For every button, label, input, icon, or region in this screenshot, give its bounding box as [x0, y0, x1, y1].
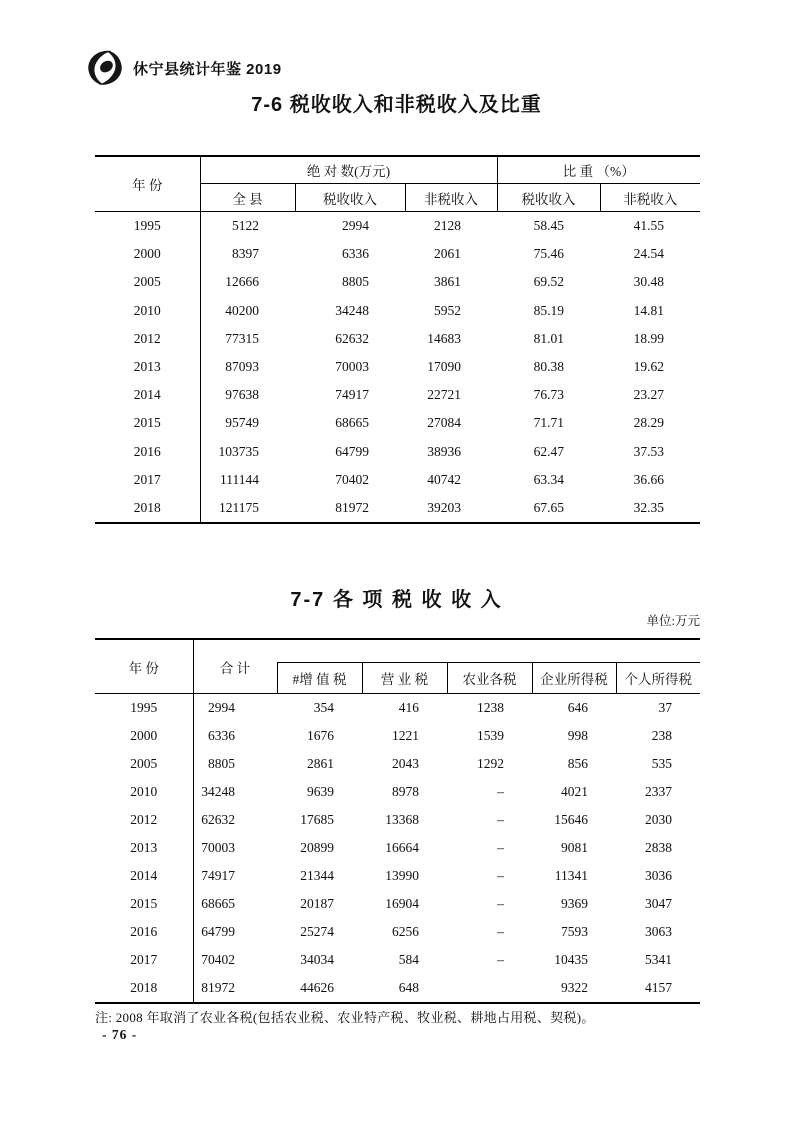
- value-cell: 2043: [392, 756, 419, 771]
- value-cell: 64799: [335, 443, 369, 459]
- value-cell: 7593: [561, 924, 588, 939]
- year-cell: 2017: [95, 466, 200, 494]
- yearbook-title: 休宁县统计年鉴 2019: [133, 60, 282, 78]
- value-cell: 2994: [342, 218, 369, 234]
- value-cell: 111144: [220, 471, 259, 487]
- value-cell: 75.46: [533, 246, 565, 262]
- table-row: [95, 494, 700, 523]
- value-cell: 69.52: [533, 274, 565, 290]
- value-cell: 15646: [554, 812, 588, 827]
- table-row: [95, 750, 700, 778]
- year-cell: 2013: [95, 353, 200, 381]
- value-cell: 62.47: [533, 443, 565, 459]
- value-cell: –: [497, 896, 504, 911]
- value-cell: 77315: [225, 330, 259, 346]
- year-cell: 2014: [95, 381, 200, 409]
- header-gap-cell: [277, 639, 700, 663]
- table-row: [95, 722, 700, 750]
- value-cell: 20899: [300, 840, 334, 855]
- value-cell: 1292: [477, 756, 504, 771]
- value-cell: 16904: [385, 896, 419, 911]
- value-cell: 36.66: [633, 471, 665, 487]
- value-cell: 85.19: [533, 302, 565, 318]
- value-cell: 121175: [219, 499, 259, 515]
- value-cell: 535: [651, 756, 672, 771]
- value-cell: 9639: [307, 784, 334, 799]
- value-cell: –: [497, 840, 504, 855]
- value-cell: 856: [567, 756, 588, 771]
- table2-body: [95, 694, 700, 1004]
- value-cell: 5122: [232, 218, 259, 234]
- value-cell: 19.62: [633, 359, 665, 375]
- value-cell: 14683: [427, 330, 462, 346]
- table-row: [95, 268, 700, 296]
- value-cell: 2838: [645, 840, 672, 855]
- table-row: [95, 466, 700, 494]
- year-cell: 2018: [95, 494, 200, 523]
- page-number: - 76 -: [102, 1027, 138, 1042]
- value-cell: 3036: [645, 868, 672, 883]
- corporate-income-tax-header: 企业所得税: [532, 663, 616, 694]
- nontax-revenue-header: 非税收入: [405, 184, 497, 212]
- footnote: 注: 2008 年取消了农业各税(包括农业税、农业特产税、牧业税、耕地占用税、契税)。: [95, 1010, 595, 1025]
- value-cell: 40742: [427, 471, 462, 487]
- year-cell: 2017: [95, 946, 193, 974]
- value-cell: 37: [658, 700, 672, 715]
- year-cell: 2012: [95, 806, 193, 834]
- value-cell: 64799: [201, 924, 235, 939]
- value-cell: 40200: [225, 302, 259, 318]
- total-column-header: 合 计: [193, 639, 277, 694]
- value-cell: 14.81: [633, 302, 665, 318]
- value-cell: –: [497, 924, 504, 939]
- yearbook-logo-icon: [86, 50, 124, 86]
- table-row: [95, 806, 700, 834]
- value-cell: 39203: [427, 499, 462, 515]
- value-cell: –: [497, 784, 504, 799]
- value-cell: 38936: [427, 443, 462, 459]
- value-cell: [447, 974, 532, 1003]
- value-cell: 9081: [561, 840, 588, 855]
- year-cell: 2012: [95, 325, 200, 353]
- value-cell: 28.29: [633, 415, 665, 431]
- value-cell: 76.73: [533, 387, 565, 403]
- value-cell: 67.65: [533, 499, 565, 515]
- table-row: [95, 918, 700, 946]
- table-row: [95, 438, 700, 466]
- value-cell: 32.35: [633, 499, 665, 515]
- value-cell: 17090: [427, 359, 462, 375]
- value-cell: 2061: [434, 246, 462, 262]
- year-column-header: 年 份: [95, 156, 200, 212]
- table-row: [95, 325, 700, 353]
- value-cell: 5952: [434, 302, 462, 318]
- value-cell: 62632: [201, 812, 235, 827]
- value-cell: 81.01: [533, 330, 565, 346]
- value-cell: 70003: [201, 840, 235, 855]
- year-cell: 2005: [95, 268, 200, 296]
- value-cell: 416: [398, 700, 419, 715]
- value-cell: 3063: [645, 924, 672, 939]
- year-cell: 2010: [95, 297, 200, 325]
- value-cell: 1676: [307, 728, 334, 743]
- value-cell: 2994: [208, 700, 235, 715]
- value-cell: 2861: [307, 756, 334, 771]
- page-header: [86, 50, 282, 86]
- value-cell: 58.45: [533, 218, 565, 234]
- value-cell: 30.48: [633, 274, 665, 290]
- tax-revenue-header: 税收收入: [295, 184, 405, 212]
- value-cell: 81972: [335, 499, 369, 515]
- year-cell: 2014: [95, 862, 193, 890]
- table-row: [95, 297, 700, 325]
- vat-header: #增 值 税: [277, 663, 362, 694]
- year-cell: 2000: [95, 240, 200, 268]
- table-row: [95, 212, 700, 241]
- value-cell: 648: [398, 980, 419, 995]
- value-cell: 9369: [561, 896, 588, 911]
- value-cell: 20187: [300, 896, 334, 911]
- value-cell: 34034: [300, 952, 334, 967]
- value-cell: 24.54: [633, 246, 665, 262]
- value-cell: 16664: [385, 840, 419, 855]
- value-cell: 998: [567, 728, 588, 743]
- value-cell: 13990: [385, 868, 419, 883]
- business-tax-header: 营 业 税: [362, 663, 447, 694]
- value-cell: 34248: [335, 302, 369, 318]
- value-cell: 3047: [645, 896, 672, 911]
- value-cell: 10435: [554, 952, 588, 967]
- value-cell: 34248: [201, 784, 235, 799]
- value-cell: 44626: [300, 980, 334, 995]
- year-cell: 2016: [95, 438, 200, 466]
- year-cell: 2015: [95, 890, 193, 918]
- value-cell: –: [497, 868, 504, 883]
- value-cell: 97638: [225, 387, 259, 403]
- agricultural-taxes-header: 农业各税: [447, 663, 532, 694]
- value-cell: 70402: [335, 471, 369, 487]
- value-cell: 18.99: [633, 330, 665, 346]
- value-cell: 27084: [427, 415, 462, 431]
- value-cell: –: [497, 952, 504, 967]
- value-cell: 2128: [434, 218, 462, 234]
- value-cell: 80.38: [533, 359, 565, 375]
- value-cell: 23.27: [633, 387, 665, 403]
- value-cell: 81972: [201, 980, 235, 995]
- year-cell: 2005: [95, 750, 193, 778]
- value-cell: 2030: [645, 812, 672, 827]
- table-row: [95, 353, 700, 381]
- table-row: [95, 409, 700, 437]
- value-cell: 646: [567, 700, 588, 715]
- county-total-header: 全 县: [200, 184, 295, 212]
- value-cell: 1221: [392, 728, 419, 743]
- value-cell: 87093: [225, 359, 259, 375]
- value-cell: 9322: [561, 980, 588, 995]
- table1-body: [95, 212, 700, 524]
- year-cell: 2010: [95, 778, 193, 806]
- value-cell: 238: [651, 728, 672, 743]
- value-cell: 74917: [201, 868, 235, 883]
- year-cell: 1995: [95, 694, 193, 723]
- table-row: [95, 974, 700, 1003]
- value-cell: 68665: [201, 896, 235, 911]
- value-cell: 74917: [335, 387, 369, 403]
- table2-title: 7-7 各 项 税 收 收 入: [290, 589, 503, 611]
- year-cell: 2015: [95, 409, 200, 437]
- value-cell: 6256: [392, 924, 419, 939]
- value-cell: 6336: [208, 728, 235, 743]
- value-cell: 1238: [477, 700, 504, 715]
- value-cell: 21344: [300, 868, 334, 883]
- value-cell: 354: [313, 700, 334, 715]
- table-row: [95, 862, 700, 890]
- ratio-group-header: 比 重 （%）: [497, 156, 700, 184]
- table-row: [95, 834, 700, 862]
- value-cell: 41.55: [633, 218, 665, 234]
- value-cell: 95749: [225, 415, 259, 431]
- unit-label: 单位:万元: [646, 614, 700, 628]
- value-cell: 5341: [645, 952, 672, 967]
- value-cell: 584: [398, 952, 419, 967]
- value-cell: 8805: [208, 756, 235, 771]
- value-cell: 4157: [645, 980, 672, 995]
- value-cell: 22721: [427, 387, 462, 403]
- year-cell: 2018: [95, 974, 193, 1003]
- table-row: [95, 694, 700, 723]
- table-row: [95, 381, 700, 409]
- table-row: [95, 240, 700, 268]
- year-column-header: 年 份: [95, 639, 193, 694]
- nontax-ratio-header: 非税收入: [600, 184, 700, 212]
- table1-header: [95, 156, 700, 212]
- value-cell: 11341: [554, 868, 588, 883]
- value-cell: 37.53: [633, 443, 665, 459]
- value-cell: 3861: [434, 274, 462, 290]
- value-cell: 63.34: [533, 471, 565, 487]
- value-cell: 71.71: [533, 415, 565, 431]
- value-cell: 1539: [477, 728, 504, 743]
- year-cell: 2013: [95, 834, 193, 862]
- year-cell: 1995: [95, 212, 200, 241]
- value-cell: 68665: [335, 415, 369, 431]
- table-row: [95, 890, 700, 918]
- table-row: [95, 778, 700, 806]
- tax-items-table: [95, 638, 700, 1004]
- table1-title: 7-6 税收收入和非税收入及比重: [251, 94, 542, 116]
- value-cell: 70003: [335, 359, 369, 375]
- table-row: [95, 946, 700, 974]
- table2-header: [95, 639, 700, 694]
- value-cell: 62632: [335, 330, 369, 346]
- value-cell: 13368: [385, 812, 419, 827]
- year-cell: 2000: [95, 722, 193, 750]
- value-cell: 70402: [201, 952, 235, 967]
- value-cell: 6336: [342, 246, 369, 262]
- value-cell: 8805: [342, 274, 369, 290]
- value-cell: 8978: [392, 784, 419, 799]
- value-cell: 17685: [300, 812, 334, 827]
- value-cell: 12666: [225, 274, 259, 290]
- tax-revenue-ratio-table: [95, 155, 700, 524]
- personal-income-tax-header: 个人所得税: [616, 663, 700, 694]
- value-cell: 2337: [645, 784, 672, 799]
- tax-ratio-header: 税收收入: [497, 184, 600, 212]
- value-cell: 25274: [300, 924, 334, 939]
- value-cell: 8397: [232, 246, 259, 262]
- value-cell: 103735: [218, 443, 259, 459]
- value-cell: –: [497, 812, 504, 827]
- value-cell: 4021: [561, 784, 588, 799]
- year-cell: 2016: [95, 918, 193, 946]
- absolute-value-group-header: 绝 对 数(万元): [200, 156, 497, 184]
